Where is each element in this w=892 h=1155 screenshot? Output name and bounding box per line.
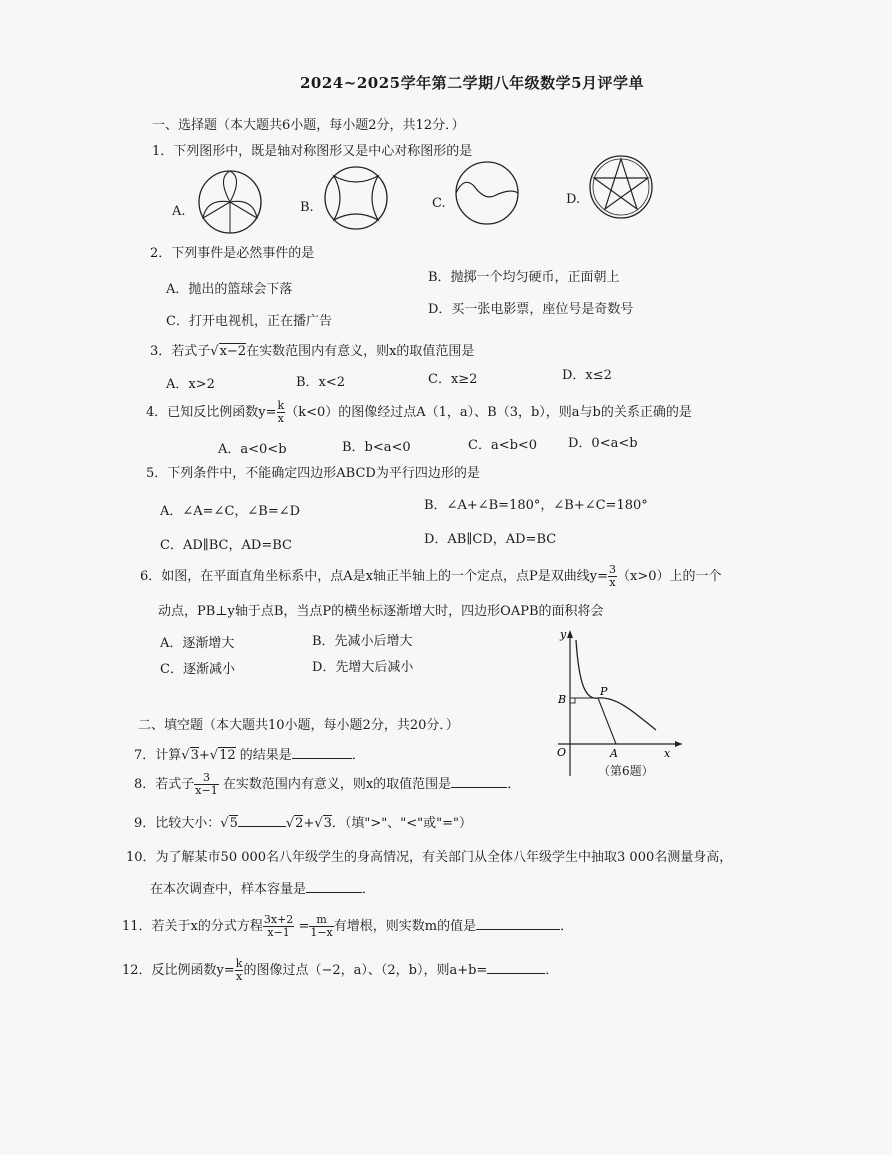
q9-radicand-3: 3 [323, 816, 332, 831]
question-4-option-d: D．0<a<b [568, 436, 638, 451]
question-5-option-c: C．AD∥BC，AD=BC [160, 538, 292, 553]
radical-sign: √ [314, 816, 323, 831]
q12-prefix: 12．反比例函数y= [122, 963, 235, 978]
label-x: x [664, 747, 671, 760]
question-10-line-2 [150, 878, 375, 897]
answer-blank[interactable] [292, 746, 352, 759]
figure-caption: （第6题） [598, 764, 654, 778]
question-5-stem: 5．下列条件中，不能确定四边形ABCD为平行四边形的是 [146, 466, 480, 481]
denominator: x [236, 970, 243, 983]
section-heading-fill-in: 二、填空题（本大题共10小题，每小题2分，共20分．） [138, 718, 459, 733]
question-9 [134, 812, 472, 831]
y-axis-arrow [567, 630, 573, 638]
numerator: 3 [608, 563, 616, 576]
question-11 [122, 914, 573, 939]
radical-sign: √ [220, 816, 229, 831]
denominator: x−1 [267, 926, 290, 939]
q3-suffix: 在实数范围内有意义，则x的取值范围是 [246, 344, 475, 359]
q4-prefix: 4．已知反比例函数y= [146, 405, 277, 420]
figure-b-concave-square-circle [322, 164, 390, 232]
figure-a-tri-arc-circle [195, 168, 265, 236]
question-2-option-d: D．买一张电影票，座位号是奇数号 [428, 302, 634, 317]
question-6-option-d: D．先增大后减小 [312, 660, 414, 675]
numerator: k [235, 957, 243, 970]
option-c-label: C. [432, 196, 446, 211]
q7-radicand-2: 12 [219, 748, 236, 763]
q7-plus: + [198, 748, 210, 763]
q10-prefix: 在本次调查中，样本容量是 [150, 882, 307, 897]
question-3-stem [150, 340, 474, 359]
q11-end: ． [560, 919, 574, 934]
numerator: 3 [194, 772, 218, 785]
answer-blank[interactable] [487, 961, 545, 974]
fraction-m-over-1-minus-x [309, 914, 333, 939]
figure-q6-coordinate-graph [548, 626, 688, 782]
q11-prefix: 11．若关于x的分式方程 [122, 919, 263, 934]
radical-sign: √ [285, 816, 295, 831]
figure-c-yin-yang-circle [452, 158, 522, 228]
question-3-option-a: A．x>2 [166, 377, 215, 392]
radical-sign: √ [209, 748, 219, 763]
numerator: k [277, 399, 285, 412]
question-5-option-d: D．AB∥CD，AD=BC [424, 532, 557, 547]
denominator: x [277, 412, 284, 425]
label-o: O [557, 746, 567, 759]
option-b-label: B. [300, 200, 314, 215]
denominator: x [609, 576, 616, 589]
question-5-option-a: A．∠A=∠C，∠B=∠D [160, 504, 301, 519]
fraction-3-over-x [608, 564, 617, 589]
fraction-3x-plus-2-over-x-minus-1 [263, 914, 294, 939]
question-6-option-b: B．先减小后增大 [312, 634, 413, 649]
q9-prefix: 9．比较大小： [134, 816, 221, 831]
question-7 [134, 744, 365, 763]
question-3-option-c: C．x≥2 [428, 372, 478, 387]
question-6-option-c: C．逐渐减小 [160, 662, 235, 677]
question-4-option-a: A．a<0<b [218, 442, 287, 457]
question-5-option-b: B．∠A+∠B=180°，∠B+∠C=180° [424, 498, 648, 513]
option-a-label: A. [172, 204, 186, 219]
question-4-option-b: B．b<a<0 [342, 440, 411, 455]
figure-d-pentagram-circle [586, 152, 656, 222]
q7-radicand-1: 3 [190, 748, 199, 763]
page-title: 2024~2025学年第二学期八年级数学5月评学单 [300, 74, 645, 92]
q9-radicand-2: 2 [295, 816, 304, 831]
x-axis-arrow [675, 741, 682, 747]
question-4-stem [146, 400, 692, 425]
q6-prefix: 6．如图，在平面直角坐标系中，点A是x轴正半轴上的一个定点，点P是双曲线y= [140, 569, 608, 584]
q11-suffix: 有增根，则实数m的值是 [333, 919, 477, 934]
fraction-k-over-x [277, 400, 286, 425]
question-3-option-d: D．x≤2 [562, 368, 612, 383]
question-6-stem [140, 564, 721, 589]
numerator: m [309, 914, 333, 927]
q3-prefix: 3．若式子 [150, 344, 211, 359]
q8-prefix: 8．若式子 [134, 777, 195, 792]
q12-suffix: 的图像过点（−2，a）、（2，b），则a+b= [243, 963, 488, 978]
q8-suffix: 在实数范围内有意义，则x的取值范围是 [222, 777, 452, 792]
question-1-stem: 1．下列图形中，既是轴对称图形又是中心对称图形的是 [152, 144, 473, 159]
question-2-option-a: A．抛出的篮球会下落 [166, 282, 293, 297]
denominator: x−1 [195, 784, 218, 797]
answer-blank[interactable] [451, 775, 507, 788]
label-b: B [558, 693, 567, 706]
numerator: 3x+2 [263, 913, 294, 926]
segment-pa [598, 698, 616, 744]
hyperbola-curve [576, 640, 656, 730]
label-p: P [600, 685, 608, 698]
q3-radicand: x−2 [219, 344, 247, 359]
q10-end: ． [362, 882, 376, 897]
q7-suffix: 的结果是 [239, 748, 292, 763]
question-6-option-a: A．逐渐增大 [160, 636, 235, 651]
answer-blank[interactable] [306, 880, 362, 893]
q9-suffix: ．（填">"、"<"或"="） [331, 816, 472, 831]
q9-radicand-1: 5 [229, 816, 238, 831]
label-a: A [610, 747, 618, 760]
q8-end: ． [507, 777, 521, 792]
q7-prefix: 7．计算 [134, 748, 182, 763]
question-8 [134, 772, 520, 797]
answer-blank[interactable] [238, 814, 286, 827]
label-y: y [560, 628, 567, 641]
question-4-option-c: C．a<b<0 [468, 438, 538, 453]
q7-end: ． [351, 748, 365, 763]
question-2-stem: 2．下列事件是必然事件的是 [150, 246, 315, 261]
q6-suffix: （x>0）上的一个 [616, 569, 722, 584]
radical-sign: √ [210, 344, 219, 359]
question-12 [122, 958, 558, 983]
question-2-option-b: B．抛掷一个均匀硬币，正面朝上 [428, 270, 620, 285]
answer-blank[interactable] [476, 917, 560, 930]
question-3-option-b: B．x<2 [296, 375, 346, 390]
right-angle-mark [570, 698, 575, 703]
question-6-line-2: 动点，PB⊥y轴于点B，当点P的横坐标逐渐增大时，四边形OAPB的面积将会 [158, 604, 604, 619]
option-d-label: D. [566, 192, 581, 207]
q4-suffix: （k<0）的图像经过点A（1，a）、B（3，b），则a与b的关系正确的是 [285, 405, 692, 420]
denominator: 1−x [310, 926, 333, 939]
q11-equals: = [298, 919, 310, 934]
q12-end: ． [545, 963, 559, 978]
q9-plus: + [303, 816, 315, 831]
section-heading-choice: 一、选择题（本大题共6小题，每小题2分，共12分．） [152, 118, 465, 133]
fraction-3-over-x-minus-1 [194, 772, 218, 797]
question-10-line-1: 10．为了解某市50 000名八年级学生的身高情况，有关部门从全体八年级学生中抽取3 000名测量身高， [126, 850, 733, 865]
radical-sign: √ [181, 748, 190, 763]
question-2-option-c: C．打开电视机，正在播广告 [166, 314, 332, 329]
